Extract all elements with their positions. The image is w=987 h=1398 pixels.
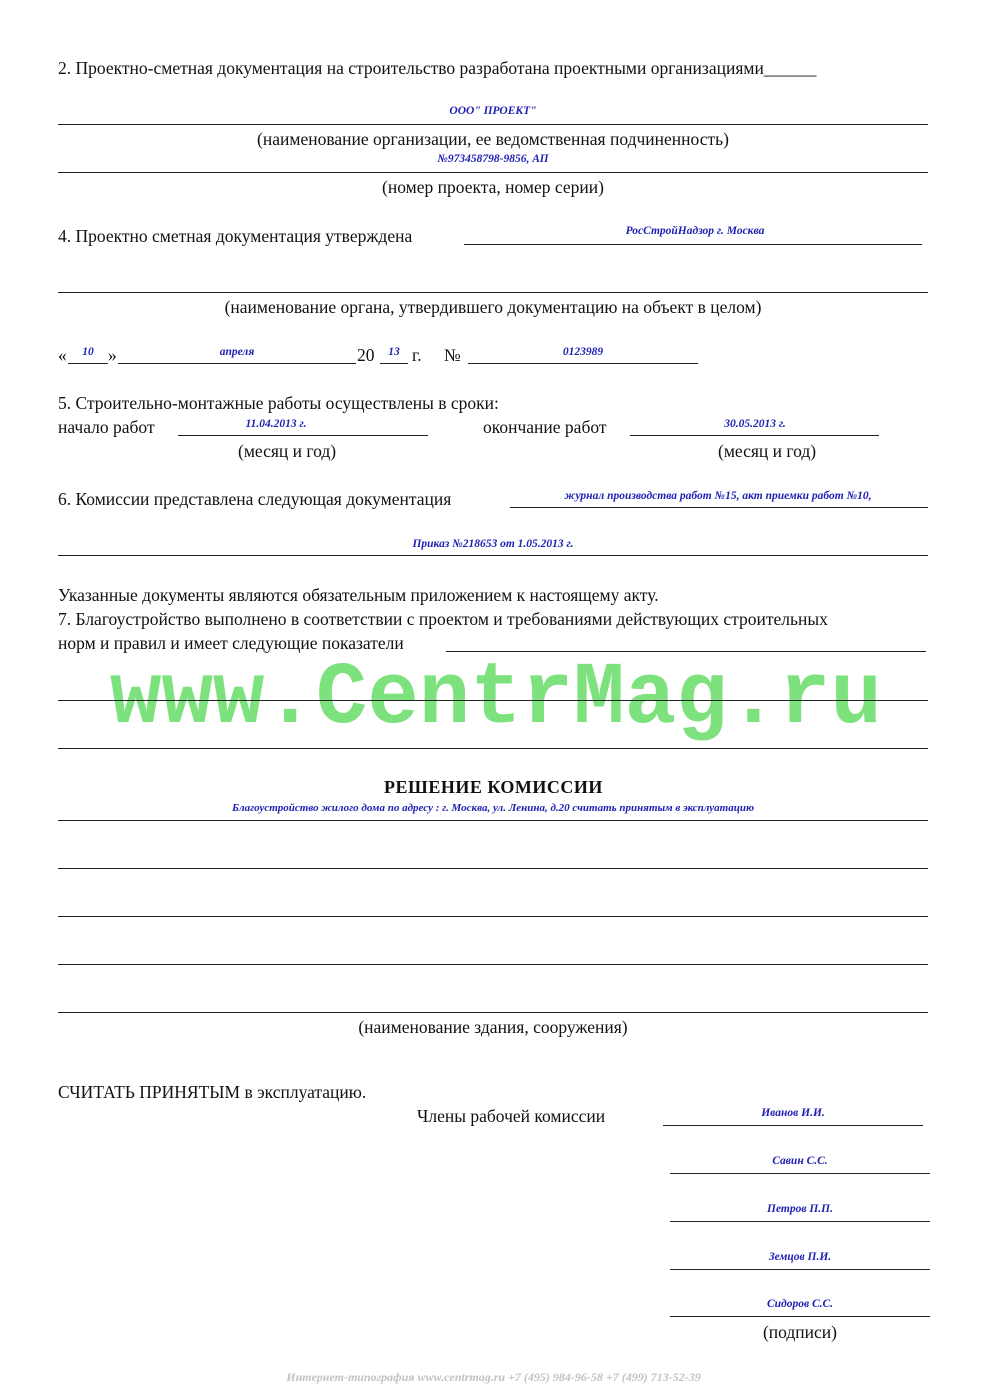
docs-line-1 <box>510 507 928 508</box>
day-value: 10 <box>82 346 94 358</box>
signature-line <box>670 1269 930 1270</box>
year-prefix: 20 <box>357 345 375 365</box>
end-value: 30.05.2013 г. <box>724 418 786 430</box>
org-caption: (наименование организации, ее ведомственная подчиненность) <box>257 129 729 149</box>
accept-statement: СЧИТАТЬ ПРИНЯТЫМ в эксплуатацию. <box>58 1082 367 1102</box>
end-caption: (месяц и год) <box>718 441 817 461</box>
indicators-line-3 <box>58 748 928 749</box>
decision-line-2 <box>58 868 928 869</box>
project-line <box>58 172 928 173</box>
member-name: Сидоров С.С. <box>766 1298 834 1310</box>
authority-line-2 <box>58 292 928 293</box>
item2-label <box>58 58 816 78</box>
indicators-line-1 <box>446 651 926 652</box>
month-line <box>118 363 356 364</box>
number-line <box>468 363 698 364</box>
docs-value-2: Приказ №218653 от 1.05.2013 г. <box>412 538 574 550</box>
signature-line <box>670 1221 930 1222</box>
decision-line-3 <box>58 916 928 917</box>
project-value: №973458798-9856, АП <box>437 153 549 165</box>
year-line <box>380 363 408 364</box>
authority-value: РосСтройНадзор г. Москва <box>625 225 765 237</box>
quote-close: » <box>108 345 117 365</box>
decision-caption: (наименование здания, сооружения) <box>358 1017 628 1037</box>
footer: Интернет-типография www.centrmag.ru +7 (495) 984-96-58 +7 (499) 713-52-39 <box>286 1370 701 1384</box>
decision-line-5 <box>58 1012 928 1013</box>
authority-caption: (наименование органа, утвердившего документацию на объект в целом) <box>224 297 762 317</box>
member-name: Иванов И.И. <box>761 1107 825 1119</box>
project-caption: (номер проекта, номер серии) <box>382 177 604 197</box>
item5-label: 5. Строительно-монтажные работы осуществлены в сроки: <box>58 393 499 413</box>
year-value: 13 <box>388 346 400 358</box>
decision-title: РЕШЕНИЕ КОМИССИИ <box>384 777 603 797</box>
members-label: Члены рабочей комиссии <box>417 1106 606 1126</box>
member-name: Савин С.С. <box>772 1155 828 1167</box>
decision-value: Благоустройство жилого дома по адресу : г. Москва, ул. Ленина, д.20 считать принятым в эксплуатацию <box>231 802 755 814</box>
decision-line-4 <box>58 964 928 965</box>
number-value: 0123989 <box>562 346 604 358</box>
start-label: начало работ <box>58 417 155 437</box>
end-line <box>630 435 879 436</box>
docs-value-1: журнал производства работ №15, акт приемки работ №10, <box>564 490 872 502</box>
signature-line <box>670 1173 930 1174</box>
org-value: ООО" ПРОЕКТ" <box>449 105 537 117</box>
decision-line-1 <box>58 820 928 821</box>
signature-line <box>663 1125 923 1126</box>
indicators-line-2 <box>58 700 928 701</box>
quote-open: « <box>58 345 67 365</box>
docs-line-2 <box>58 555 928 556</box>
watermark-text: www.CentrMag.ru <box>110 650 882 749</box>
start-line <box>178 435 428 436</box>
org-line <box>58 124 928 125</box>
day-line <box>68 363 108 364</box>
year-suffix: г. <box>412 345 422 365</box>
item7-line2: норм и правил и имеет следующие показатели <box>58 633 404 653</box>
item2-label-text: 2. Проектно-сметная документация на строительство разработана проектными организациями <box>58 58 764 78</box>
item2-trail: ______ <box>763 58 817 78</box>
authority-line <box>464 244 922 245</box>
member-name: Земцов П.И. <box>768 1251 832 1263</box>
item7-line1: 7. Благоустройство выполнено в соответствии с проектом и требованиями действующих строительных <box>58 609 828 629</box>
signature-line <box>670 1316 930 1317</box>
item6-label: 6. Комиссии представлена следующая документация <box>58 489 452 509</box>
month-value: апреля <box>219 346 255 358</box>
number-label: № <box>444 345 461 365</box>
item4-label: 4. Проектно сметная документация утверждена <box>58 226 413 246</box>
attachments-note: Указанные документы являются обязательным приложением к настоящему акту. <box>58 585 659 605</box>
member-name: Петров П.П. <box>767 1203 833 1215</box>
watermark <box>108 648 888 758</box>
start-value: 11.04.2013 г. <box>245 418 307 430</box>
end-label: окончание работ <box>483 417 607 437</box>
start-caption: (месяц и год) <box>238 441 337 461</box>
signatures-caption: (подписи) <box>762 1322 838 1342</box>
